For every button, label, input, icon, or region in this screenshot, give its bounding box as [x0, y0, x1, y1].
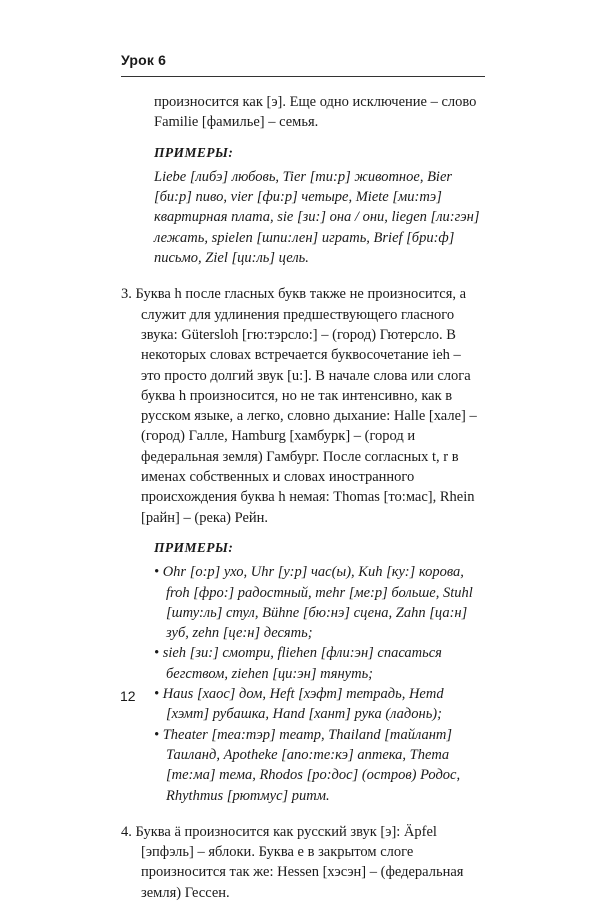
examples-title-2: ПРИМЕРЫ: — [154, 539, 234, 555]
page-content — [121, 92, 483, 903]
examples-title-1: ПРИМЕРЫ: — [154, 144, 234, 160]
point-3: 3. Буква h после гласных букв также не произносится, а служит для удлинения предшествующего гласного звука: Gütersloh [гю:тэрсло:] – (город) Гютерсло. В некоторых словах встречается буквосочетание ieh – это просто долгий звук [u:]. В начале слова или слога буква h произносится, но не так интенсивно, как в русском языке, а легко, словно дыхание: Halle [хале] – (город) Галле, Hamburg [хамбурк] – (город и федеральная земля) Гамбург. После согласных t, r в именах собственных и словах иностранного происхождения буква h немая: Thomas [то:мас], Rhein [райн] – (река) Рейн. — [121, 286, 477, 526]
header-rule — [121, 76, 485, 77]
example-bullet-3: • Haus [хаос] дом, Heft [хэфт] тетрадь, Hemd [хэмт] рубашка, Hand [хант] рука (ладонь); — [154, 686, 444, 723]
example-bullet-2: • sieh [зu:] смотри, fliehen [флu:эн] спасаться бегством, ziehen [цu:эн] тянуть; — [154, 645, 442, 682]
point-4: 4. Буква ä произносится как русский звук [э]: Äpfel [эпфэль] – яблоки. Буква e в закрытом слоге произносится так же: Hessen [хэсэн] – (федеральная земля) Гессен. — [121, 823, 464, 901]
examples-block-2 — [121, 562, 483, 806]
paragraph-intro: произносится как [э]. Еще одно исключение – слово Familie [фамильe] – семья. — [154, 94, 477, 131]
example-bullet-4: • Theater [теа:тэр] театр, Thailand [тайлант] Таиланд, Apotheke [апо:те:кэ] аптека, Thema [те:ма] тема, Rhodos [ро:дос] (остров) Родос, Rhythmus [рютмус] ритм. — [154, 726, 461, 804]
page-number: 12 — [120, 688, 136, 704]
example-bullet-1: • Ohr [о:р] ухо, Uhr [у:р] час(ы), Kuh [ку:] корова, froh [фро:] радостный, mehr [ме:р] больше, Stuhl [шту:ль] стул, Bühne [бю:нэ] сцена, Zahn [ца:н] зуб, zehn [це:н] десять; — [154, 564, 473, 642]
page-header — [121, 52, 485, 68]
examples-block-1: Liebe [лuбэ] любовь, Tier [тu:р] животное, Bier [бu:р] пиво, vier [фu:р] четыре, Miete [мu:тэ] квартирная плата, sie [зu:] она / они, liegen [лu:гэн] лежать, spielen [шпu:лен] играть, Brief [брu:ф] письмо, Ziel [цu:ль] цель. — [154, 168, 480, 267]
lesson-title: Урок 6 — [121, 52, 167, 68]
